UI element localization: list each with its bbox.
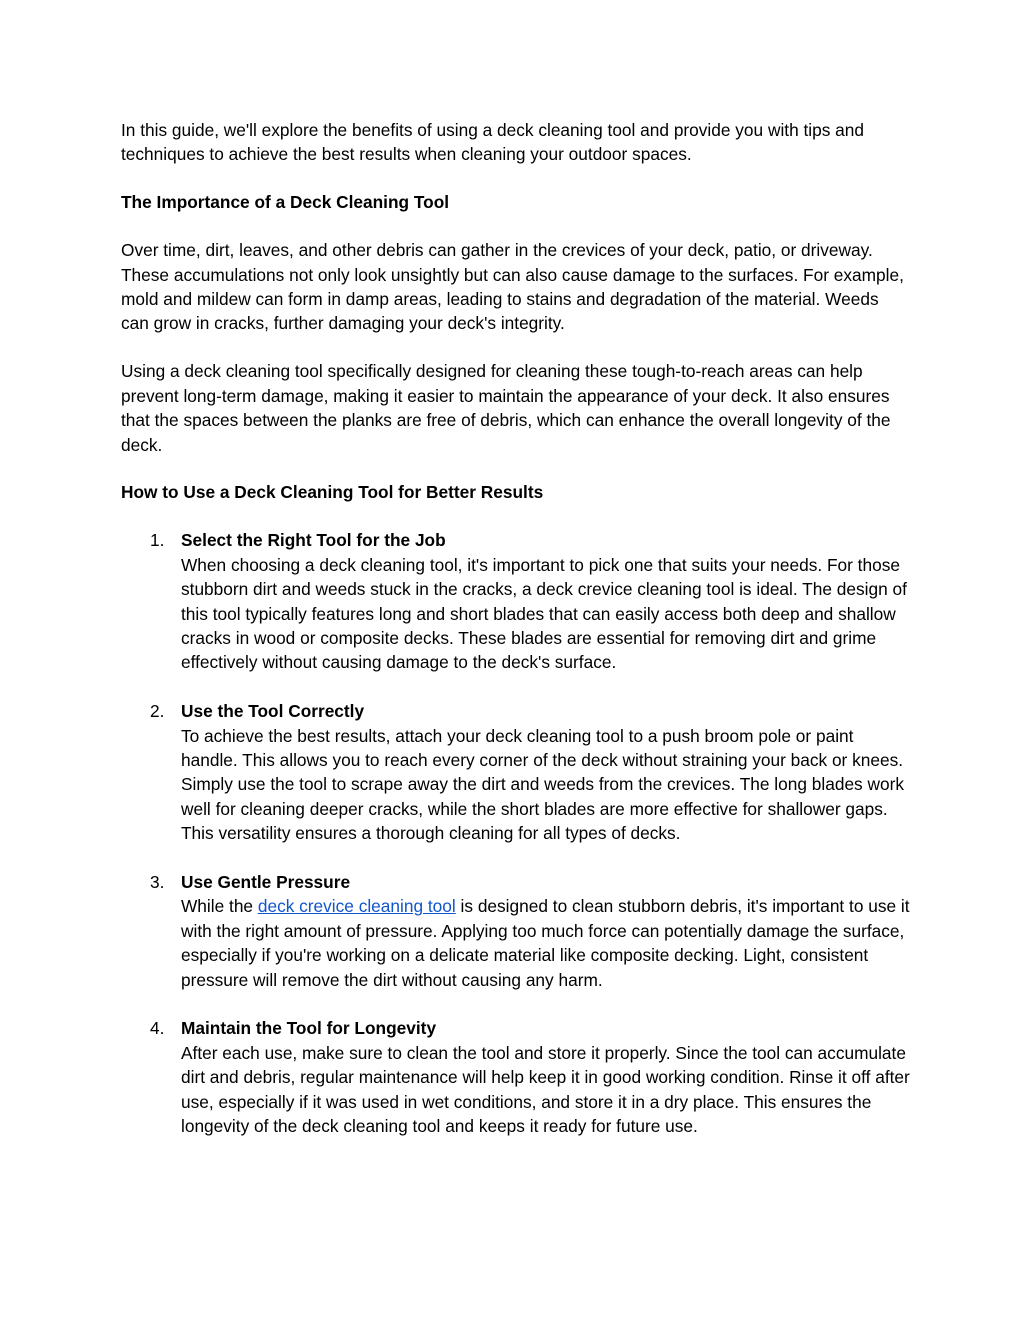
step-body-text-before: While the [181, 896, 258, 917]
deck-crevice-cleaning-tool-link[interactable]: deck crevice cleaning tool [257, 896, 456, 917]
step-body [181, 894, 911, 992]
step-body: To achieve the best results, attach your deck cleaning tool to a push broom pole or paint handle. This allows you to reach every corner of the deck without straining your back or knees. Simply use the tool to scrape away the dirt and weeds from the crevices. The long blades work well for cleaning deeper cracks, while the short blades are more effective for shallower gaps. This versatility ensures a thorough cleaning for all types of decks. [181, 725, 904, 844]
step-number: 3. [150, 872, 165, 893]
step-body: After each use, make sure to clean the tool and store it properly. Since the tool can accumulate dirt and debris, regular maintenance will help keep it in good working condition. Rinse it off after use, especially if it was used in wet conditions, and store it in a dry place. This ensures the longevity of the deck cleaning tool and keeps it ready for future use. [181, 1042, 910, 1137]
document-page [121, 118, 911, 1163]
step-number: 4. [150, 1018, 165, 1039]
importance-paragraph-1: Over time, dirt, leaves, and other debris can gather in the crevices of your deck, patio, or driveway. These accumulations not only look unsightly but can also cause damage to the surfaces. For example, mold and mildew can form in damp areas, leading to stains and degradation of the material. Weeds can grow in cracks, further damaging your deck's integrity. [121, 240, 904, 334]
step-title: Use the Tool Correctly [181, 701, 365, 722]
step-number: 1. [150, 530, 165, 551]
step-title: Select the Right Tool for the Job [181, 530, 446, 551]
step-title: Maintain the Tool for Longevity [181, 1018, 437, 1039]
intro-paragraph: In this guide, we'll explore the benefits of using a deck cleaning tool and provide you with tips and techniques to achieve the best results when cleaning your outdoor spaces. [121, 120, 865, 165]
steps-list [121, 528, 911, 1138]
list-item [121, 870, 911, 992]
step-body-text-after: is designed to clean stubborn debris, it's important to use it with the right amount of pressure. Applying too much force can potentially damage the surface, especially if you're working on a delicate material like composite decking. Light, consistent pressure will remove the dirt without causing any harm. [181, 896, 910, 990]
section-heading-how-to-use: How to Use a Deck Cleaning Tool for Better Results [121, 482, 544, 503]
section-heading-importance: The Importance of a Deck Cleaning Tool [121, 192, 450, 213]
list-item [121, 699, 911, 845]
list-item [121, 1016, 911, 1138]
list-item [121, 528, 911, 674]
step-number: 2. [150, 701, 165, 722]
step-body: When choosing a deck cleaning tool, it's important to pick one that suits your needs. For those stubborn dirt and weeds stuck in the cracks, a deck crevice cleaning tool is ideal. The design of this tool typically features long and short blades that can easily access both deep and shallow cracks in wood or composite decks. These blades are essential for removing dirt and grime effectively without causing damage to the deck's surface. [181, 554, 907, 673]
importance-paragraph-2: Using a deck cleaning tool specifically designed for cleaning these tough-to-reach areas can help prevent long-term damage, making it easier to maintain the appearance of your deck. It also ensures that the spaces between the planks are free of debris, which can enhance the overall longevity of the deck. [121, 361, 891, 455]
step-title: Use Gentle Pressure [181, 872, 351, 893]
